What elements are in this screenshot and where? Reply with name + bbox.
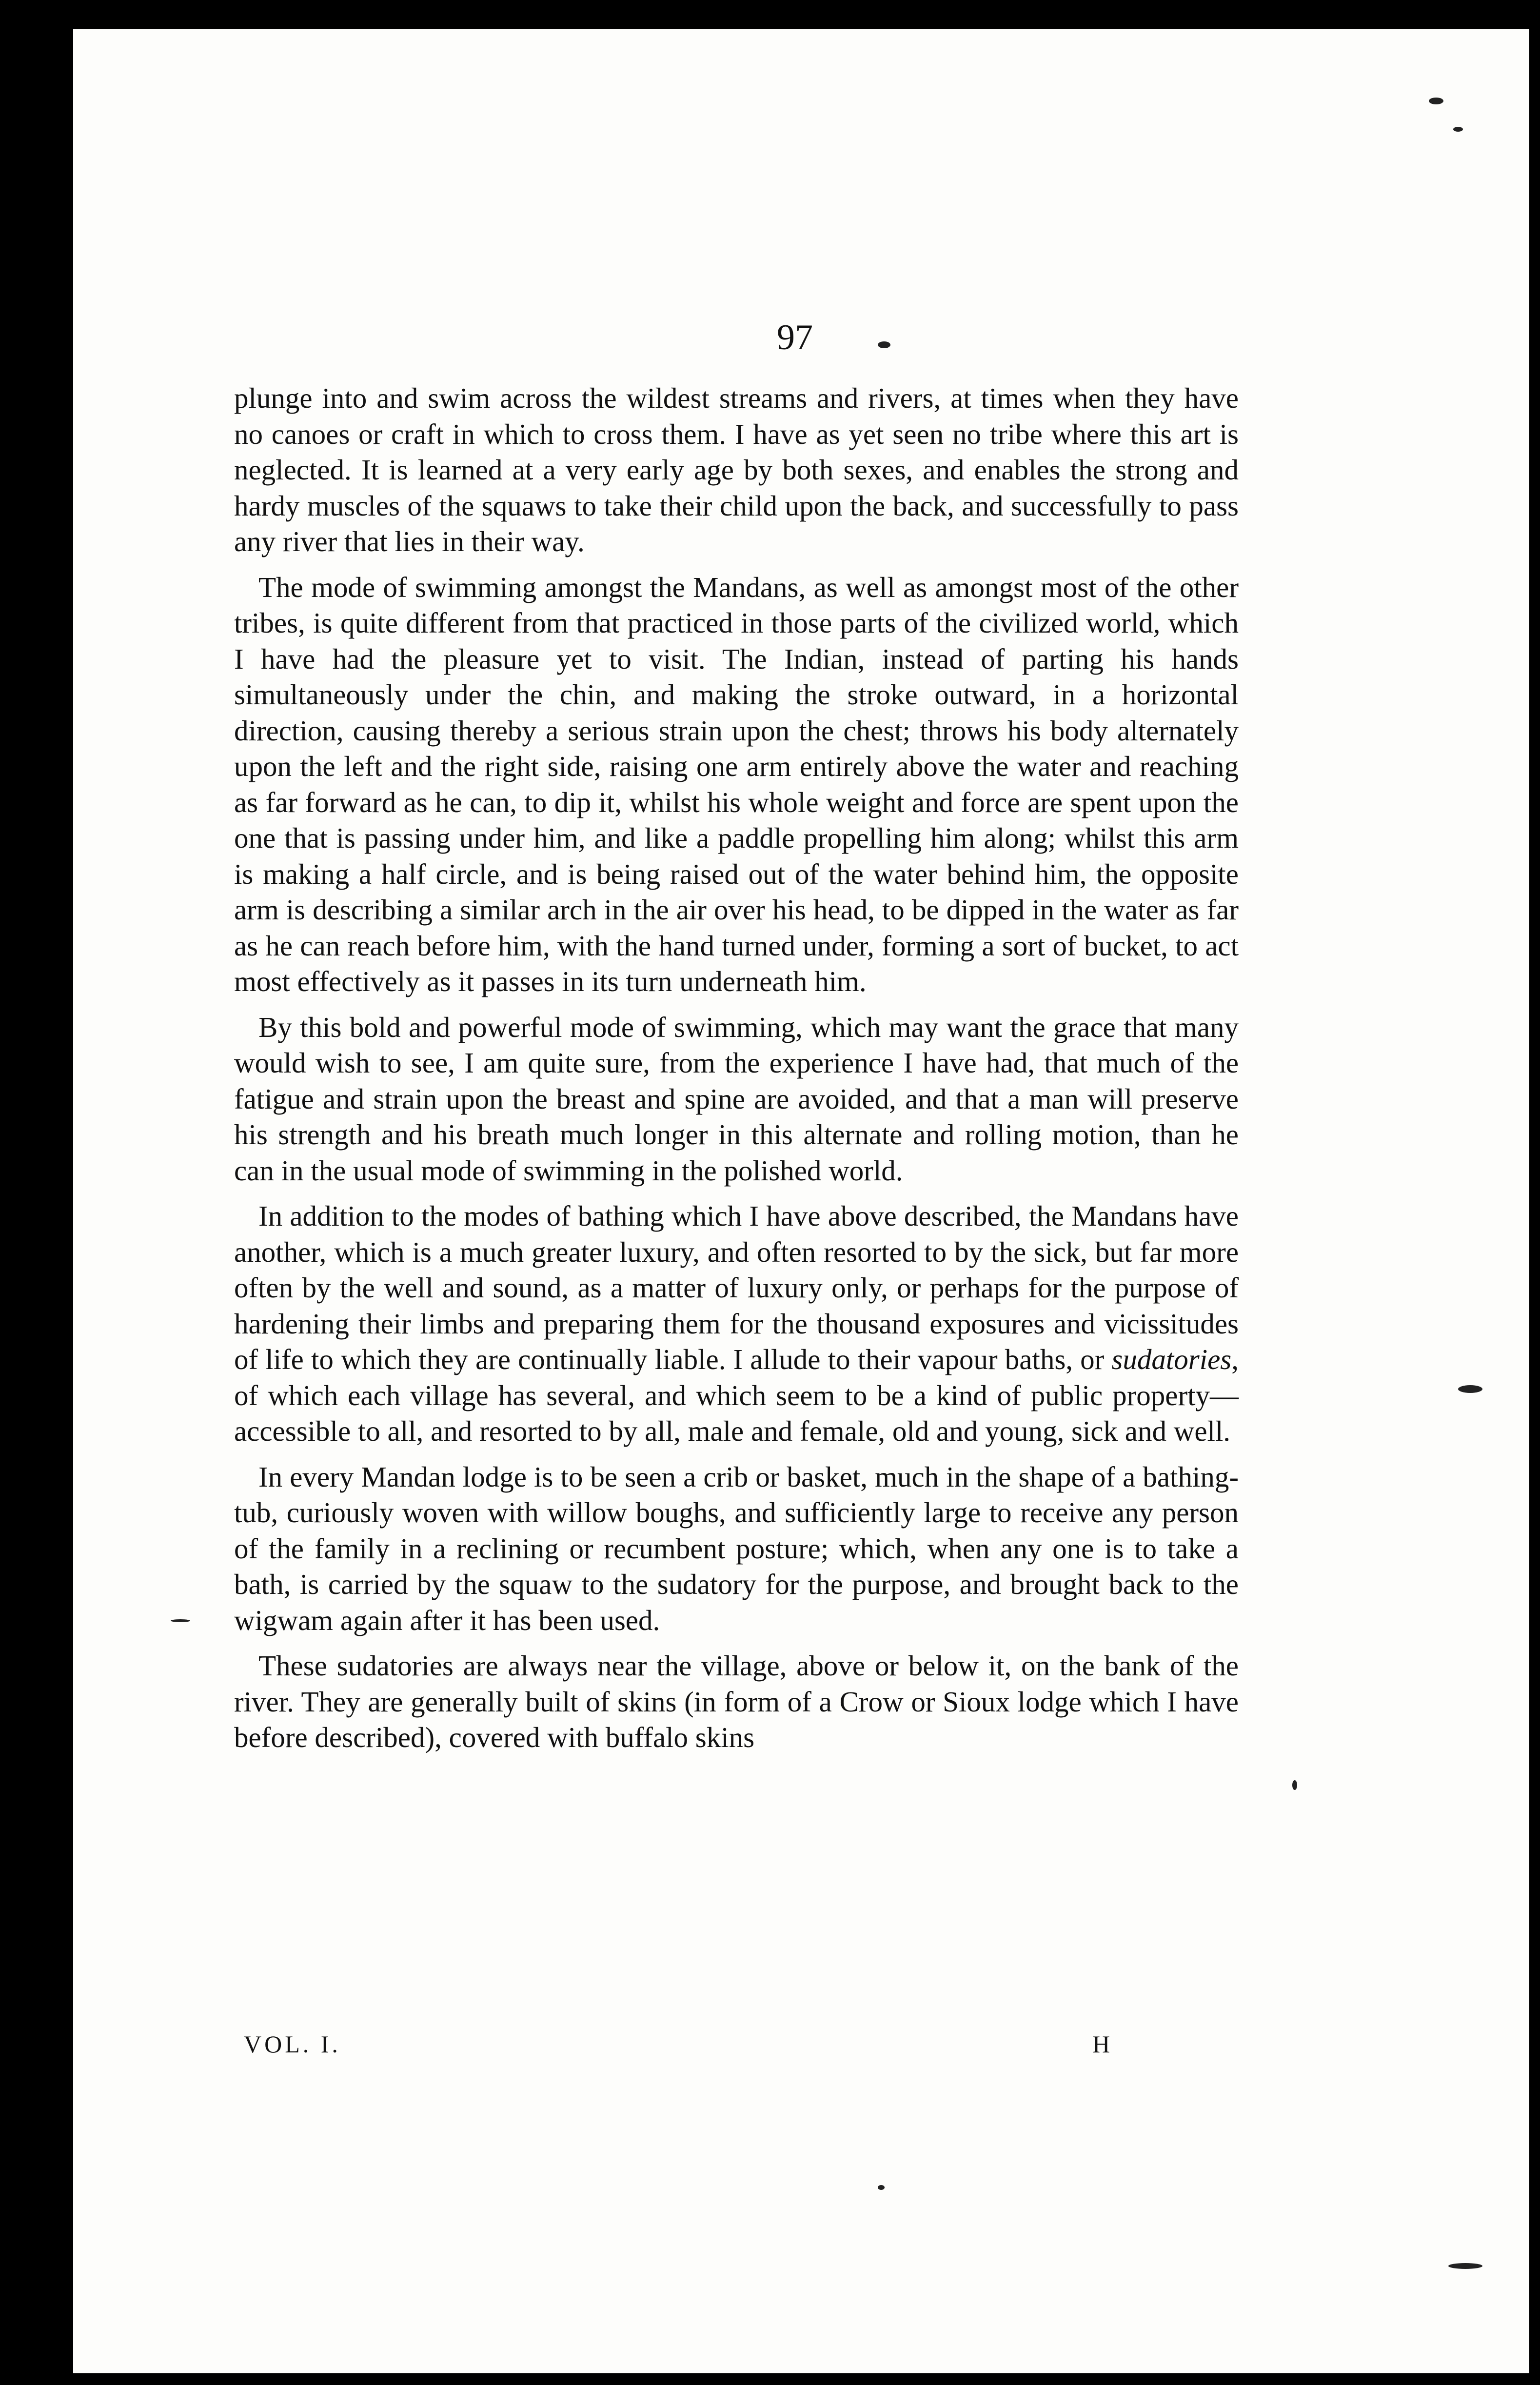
page-body [234, 380, 1239, 1766]
scan-speck [878, 2185, 885, 2190]
signature-mark: H [1092, 2030, 1110, 2058]
scan-speck [1429, 98, 1443, 104]
scan-speck [171, 1619, 190, 1622]
paragraph-vapour-baths [234, 1198, 1239, 1450]
scan-speck [1448, 2263, 1482, 2269]
paragraph-sudatories-location: These sudatories are always near the village, above or below it, on the bank of the river. They are generally built of skins (in form of a Crow or Sioux lodge which I have before described), covered with buffalo skins [234, 1650, 1239, 1753]
scan-speck [878, 341, 890, 348]
scan-speck [1292, 1780, 1297, 1790]
paragraph-vapour-baths-before: In addition to the modes of bathing which I have above described, the Mandans have another, which is a much greater luxury, and often resorted to by the sick, but far more often by the well and sound, as a matter of luxury only, or perhaps for the purpose of hardening their limbs and preparing them for the thousand exposures and vicissitudes of life to which they are continually liable. I allude to their vapour baths, or [234, 1200, 1239, 1375]
page-number: 97 [777, 318, 813, 358]
paragraph-mandan-lodge: In every Mandan lodge is to be seen a crib or basket, much in the shape of a bathing-tub, curiously woven with willow boughs, and sufficiently large to receive any person of the family in a reclining or recumbent posture; which, when any one is to take a bath, is carried by the squaw to the sudatory for the purpose, and brought back to the wigwam again after it has been used. [234, 1460, 1239, 1636]
paragraph-bold-mode: By this bold and powerful mode of swimming, which may want the grace that many would wish to see, I am quite sure, from the experience I have had, that much of the fatigue and strain upon the breast and spine are avoided, and that a man will preserve his strength and his breath much longer in this alternate and rolling motion, than he can in the usual mode of swimming in the polished world. [234, 1011, 1239, 1187]
scan-border-top [0, 0, 1540, 29]
scan-border-bottom [0, 2373, 1540, 2385]
volume-label: VOL. I. [244, 2030, 341, 2058]
scan-border-left [0, 0, 73, 2385]
paragraph-continuation: plunge into and swim across the wildest streams and rivers, at times when they have no canoes or craft in which to cross them. I have as yet seen no tribe where this art is neglected. It is learned at a very early age by both sexes, and enables the strong and hardy muscles of the squaws to take their child upon the back, and successfully to pass any river that lies in their way. [234, 382, 1239, 557]
scan-speck [1453, 127, 1463, 132]
paragraph-swimming-mode: The mode of swimming amongst the Mandans, as well as amongst most of the other tribes, is quite different from that practiced in those parts of the civilized world, which I have had the pleasure yet to visit. The Indian, instead of parting his hands simultaneously under the chin, and making the stroke outward, in a horizontal direction, causing thereby a serious strain upon the chest; throws his body alternately upon the left and the right side, raising one arm entirely above the water and reaching as far forward as he can, to dip it, whilst his whole weight and force are spent upon the one that is passing under him, and like a paddle propelling him along; whilst this arm is making a half circle, and is being raised out of the water behind him, the opposite arm is describing a similar arch in the air over his head, to be dipped in the water as far as he can reach before him, with the hand turned under, forming a sort of bucket, to act most effectively as it passes in its turn underneath him. [234, 571, 1239, 997]
italic-sudatories: sudatories [1111, 1343, 1232, 1375]
book-page [73, 29, 1529, 2373]
page-footer [244, 2030, 1219, 2069]
scan-speck [1458, 1385, 1482, 1393]
scan-border-right [1529, 0, 1540, 2385]
paragraph-vapour-baths-after: , of which each village has several, and which seem to be a kind of public property—accessible to all, and resorted to by all, male and female, old and young, sick and well. [234, 1343, 1239, 1447]
